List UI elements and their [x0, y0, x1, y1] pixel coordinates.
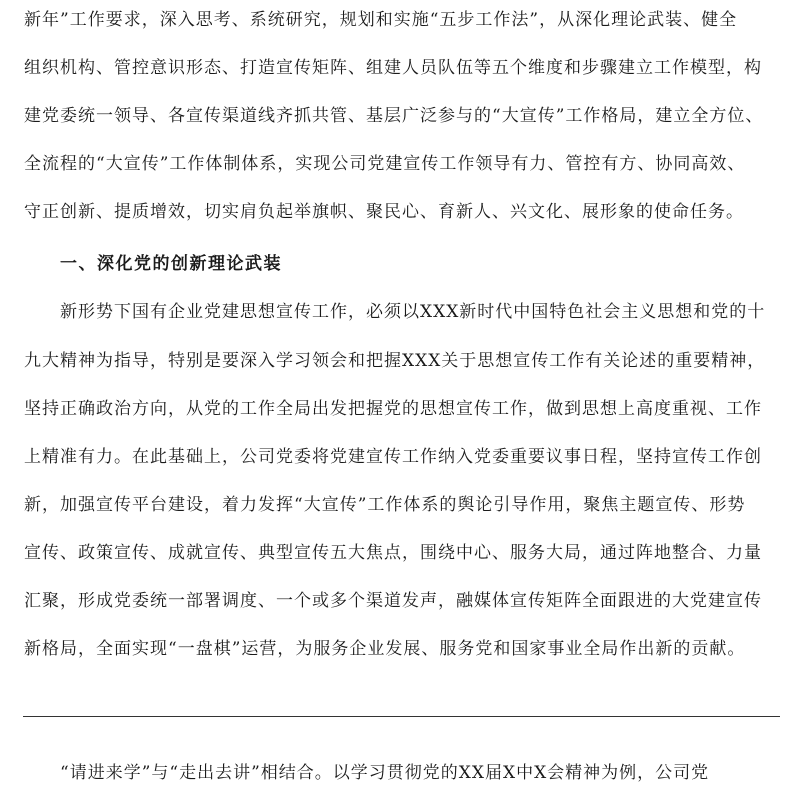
body-line: 坚持正确政治方向，从党的工作全局出发把握党的思想宣传工作，做到思想上高度重视、工作: [24, 399, 762, 419]
page-break-divider: [23, 716, 780, 717]
next-page-line: “请进来学”与“走出去讲”相结合。以学习贯彻党的XX届X中X会精神为例，公司党: [60, 763, 710, 783]
intro-line: 新年”工作要求，深入思考、系统研究，规划和实施“五步工作法”，从深化理论武装、健全: [24, 10, 738, 30]
body-line: 九大精神为指导，特别是要深入学习领会和把握XXX关于思想宣传工作有关论述的重要精神，: [24, 351, 766, 371]
body-line: 上精准有力。在此基础上，公司党委将党建宣传工作纳入党委重要议事日程，坚持宣传工作创: [24, 447, 762, 467]
section-heading: 一、深化党的创新理论武装: [60, 254, 282, 274]
intro-line: 守正创新、提质增效，切实肩负起举旗帜、聚民心、育新人、兴文化、展形象的使命任务。: [24, 202, 744, 222]
body-line: 宣传、政策宣传、成就宣传、典型宣传五大焦点，围绕中心、服务大局，通过阵地整合、力量: [24, 543, 762, 563]
body-line: 新形势下国有企业党建思想宣传工作，必须以XXX新时代中国特色社会主义思想和党的十: [60, 302, 766, 322]
intro-line: 建党委统一领导、各宣传渠道线齐抓共管、基层广泛参与的“大宣传”工作格局，建立全方位、: [24, 106, 764, 126]
body-line: 汇聚，形成党委统一部署调度、一个或多个渠道发声，融媒体宣传矩阵全面跟进的大党建宣传: [24, 591, 762, 611]
intro-line: 组织机构、管控意识形态、打造宣传矩阵、组建人员队伍等五个维度和步骤建立工作模型，构: [24, 58, 762, 78]
body-line: 新，加强宣传平台建设，着力发挥“大宣传”工作体系的舆论引导作用，聚焦主题宣传、形势: [24, 495, 746, 515]
body-line: 新格局，全面实现“一盘棋”运营，为服务企业发展、服务党和国家事业全局作出新的贡献。: [24, 639, 746, 659]
intro-line: 全流程的“大宣传”工作体制体系，实现公司党建宣传工作领导有力、管控有方、协同高效、: [24, 154, 746, 174]
